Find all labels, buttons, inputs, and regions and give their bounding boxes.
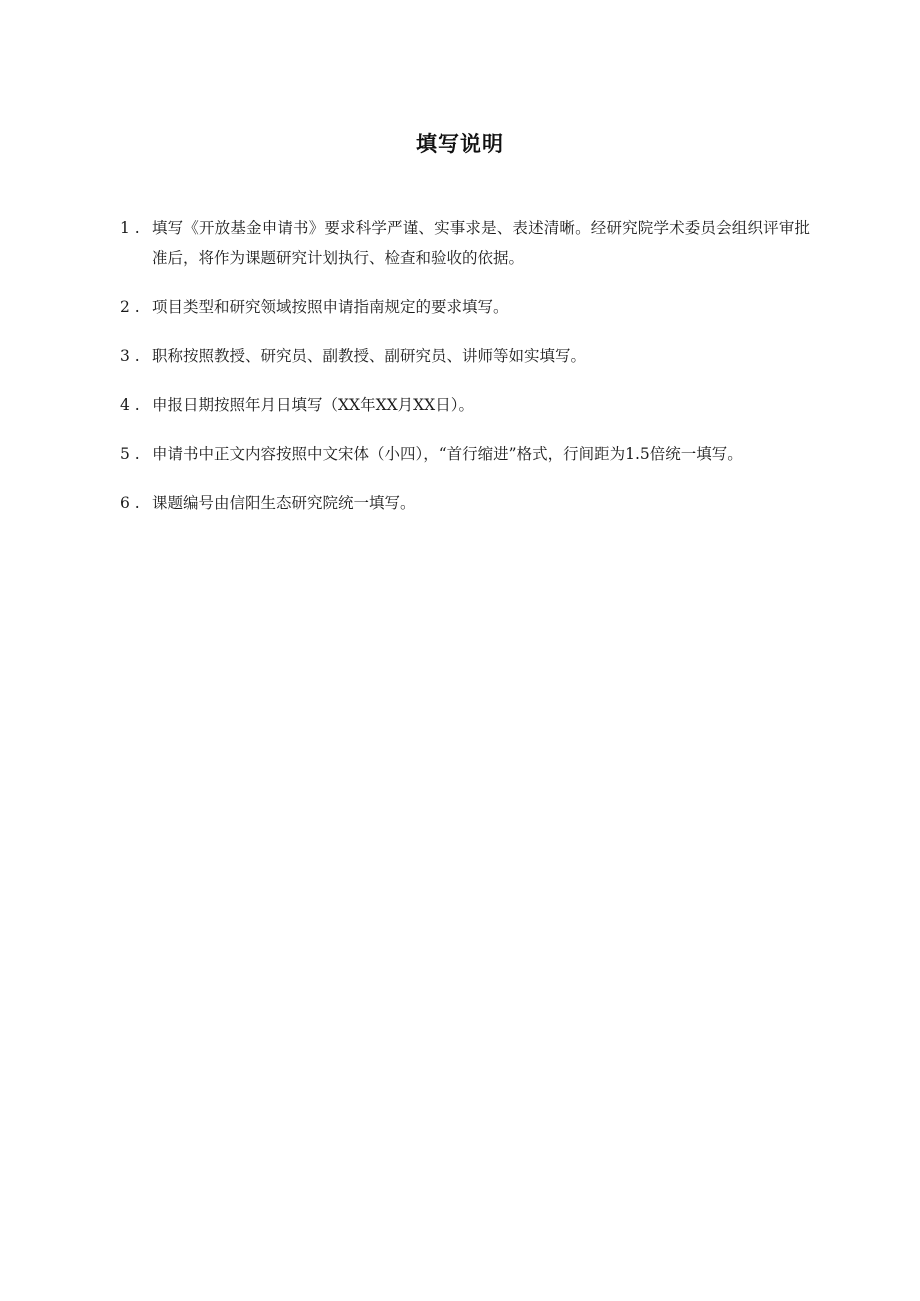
item-number: 5 . — [120, 445, 140, 463]
item-text: 课题编号由信阳生态研究院统一填写。 — [152, 494, 416, 512]
instruction-list — [120, 213, 810, 537]
list-item — [120, 488, 810, 518]
item-text: 职称按照教授、研究员、副教授、副研究员、讲师等如实填写。 — [152, 347, 587, 365]
list-item — [120, 213, 810, 273]
item-text: 申报日期按照年月日填写（XX年XX月XX日）。 — [152, 396, 474, 414]
item-text: 项目类型和研究领域按照申请指南规定的要求填写。 — [152, 298, 509, 316]
page-title: 填写说明 — [416, 132, 504, 156]
item-number: 4 . — [120, 396, 140, 414]
list-item — [120, 292, 810, 322]
list-item — [120, 439, 810, 469]
item-number: 1 . — [120, 219, 140, 237]
item-number: 2 . — [120, 298, 140, 316]
item-number: 6 . — [120, 494, 140, 512]
item-text: 申请书中正文内容按照中文宋体（小四），“首行缩进”格式，行间距为1.5倍统一填写。 — [152, 445, 743, 463]
list-item — [120, 341, 810, 371]
list-item — [120, 390, 810, 420]
item-number: 3 . — [120, 347, 140, 365]
item-text: 填写《开放基金申请书》要求科学严谨、实事求是、表述清晰。经研究院学术委员会组织评审批准后，将作为课题研究计划执行、检查和验收的依据。 — [152, 219, 810, 267]
